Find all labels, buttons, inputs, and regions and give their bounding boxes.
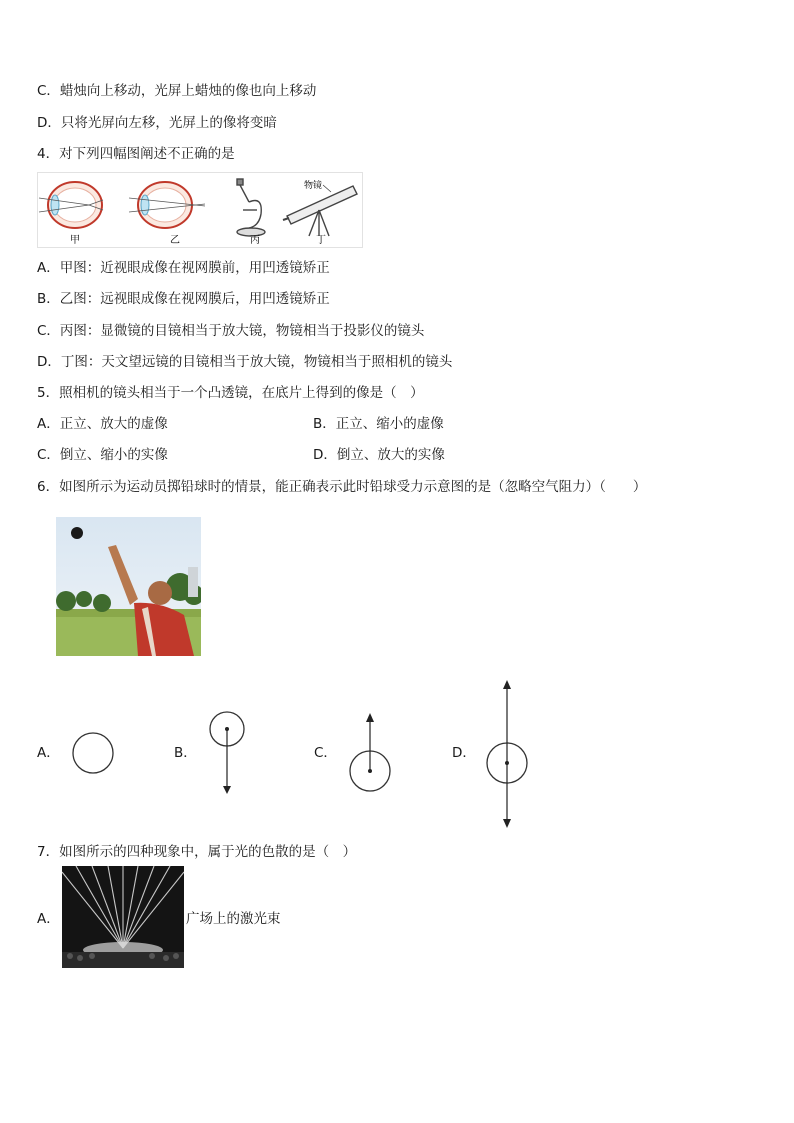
q3-option-c: C．蜡烛向上移动，光屏上蜡烛的像也向上移动 — [37, 83, 317, 99]
q3-option-d: D．只将光屏向左移，光屏上的像将变暗 — [37, 115, 277, 131]
arrow-down-icon — [223, 786, 231, 794]
q4-option-a: A．甲图：近视眼成像在视网膜前，用凹透镜矫正 — [37, 260, 330, 276]
arrow-up-icon — [366, 713, 374, 722]
q7-stem: 7．如图所示的四种现象中，属于光的色散的是（ ） — [37, 844, 357, 860]
arrow-up-icon — [503, 680, 511, 689]
q6-option-d-diagram — [485, 678, 531, 830]
q5-option-b: B．正立、缩小的虚像 — [313, 416, 444, 432]
figure-label-bing: 丙 — [250, 235, 260, 246]
q6-option-a-label: A． — [37, 745, 60, 761]
q4-option-d: D．丁图：天文望远镜的目镜相当于放大镜，物镜相当于照相机的镜头 — [37, 354, 453, 370]
q6-option-c-diagram — [348, 710, 394, 794]
figure-label-jia: 甲 — [70, 235, 80, 246]
q4-figure — [37, 172, 363, 248]
q7-option-a-label: A． — [37, 911, 60, 927]
figure-label-yi: 乙 — [170, 235, 180, 246]
q5-option-c: C．倒立、缩小的实像 — [37, 447, 168, 463]
q6-option-a-diagram — [70, 731, 116, 775]
q7-option-a-caption: 广场上的激光束 — [186, 911, 281, 927]
q4-stem: 4．对下列四幅图阐述不正确的是 — [37, 146, 235, 162]
arrow-down-icon — [503, 819, 511, 828]
q5-option-a: A．正立、放大的虚像 — [37, 416, 168, 432]
laser-beams-photo — [62, 866, 184, 968]
q6-option-b-label: B． — [174, 745, 197, 761]
q6-option-b-diagram — [207, 710, 249, 796]
shot-put-photo — [56, 517, 201, 656]
figure-label-ding: 丁 — [316, 235, 326, 246]
objective-lens-annotation: 物镜 — [303, 181, 323, 191]
q4-option-c: C．丙图：显微镜的目镜相当于放大镜，物镜相当于投影仪的镜头 — [37, 323, 425, 339]
q6-option-c-label: C． — [314, 745, 337, 761]
q4-option-b: B．乙图：远视眼成像在视网膜后，用凹透镜矫正 — [37, 291, 330, 307]
q6-stem: 6．如图所示为运动员掷铅球时的情景，能正确表示此时铅球受力示意图的是（忽略空气阻力）（ ） — [37, 479, 647, 495]
q5-option-d: D．倒立、放大的实像 — [313, 447, 445, 463]
shot-put-ball — [71, 527, 83, 539]
q6-option-d-label: D． — [452, 745, 476, 761]
q5-stem: 5．照相机的镜头相当于一个凸透镜，在底片上得到的像是（ ） — [37, 385, 424, 401]
